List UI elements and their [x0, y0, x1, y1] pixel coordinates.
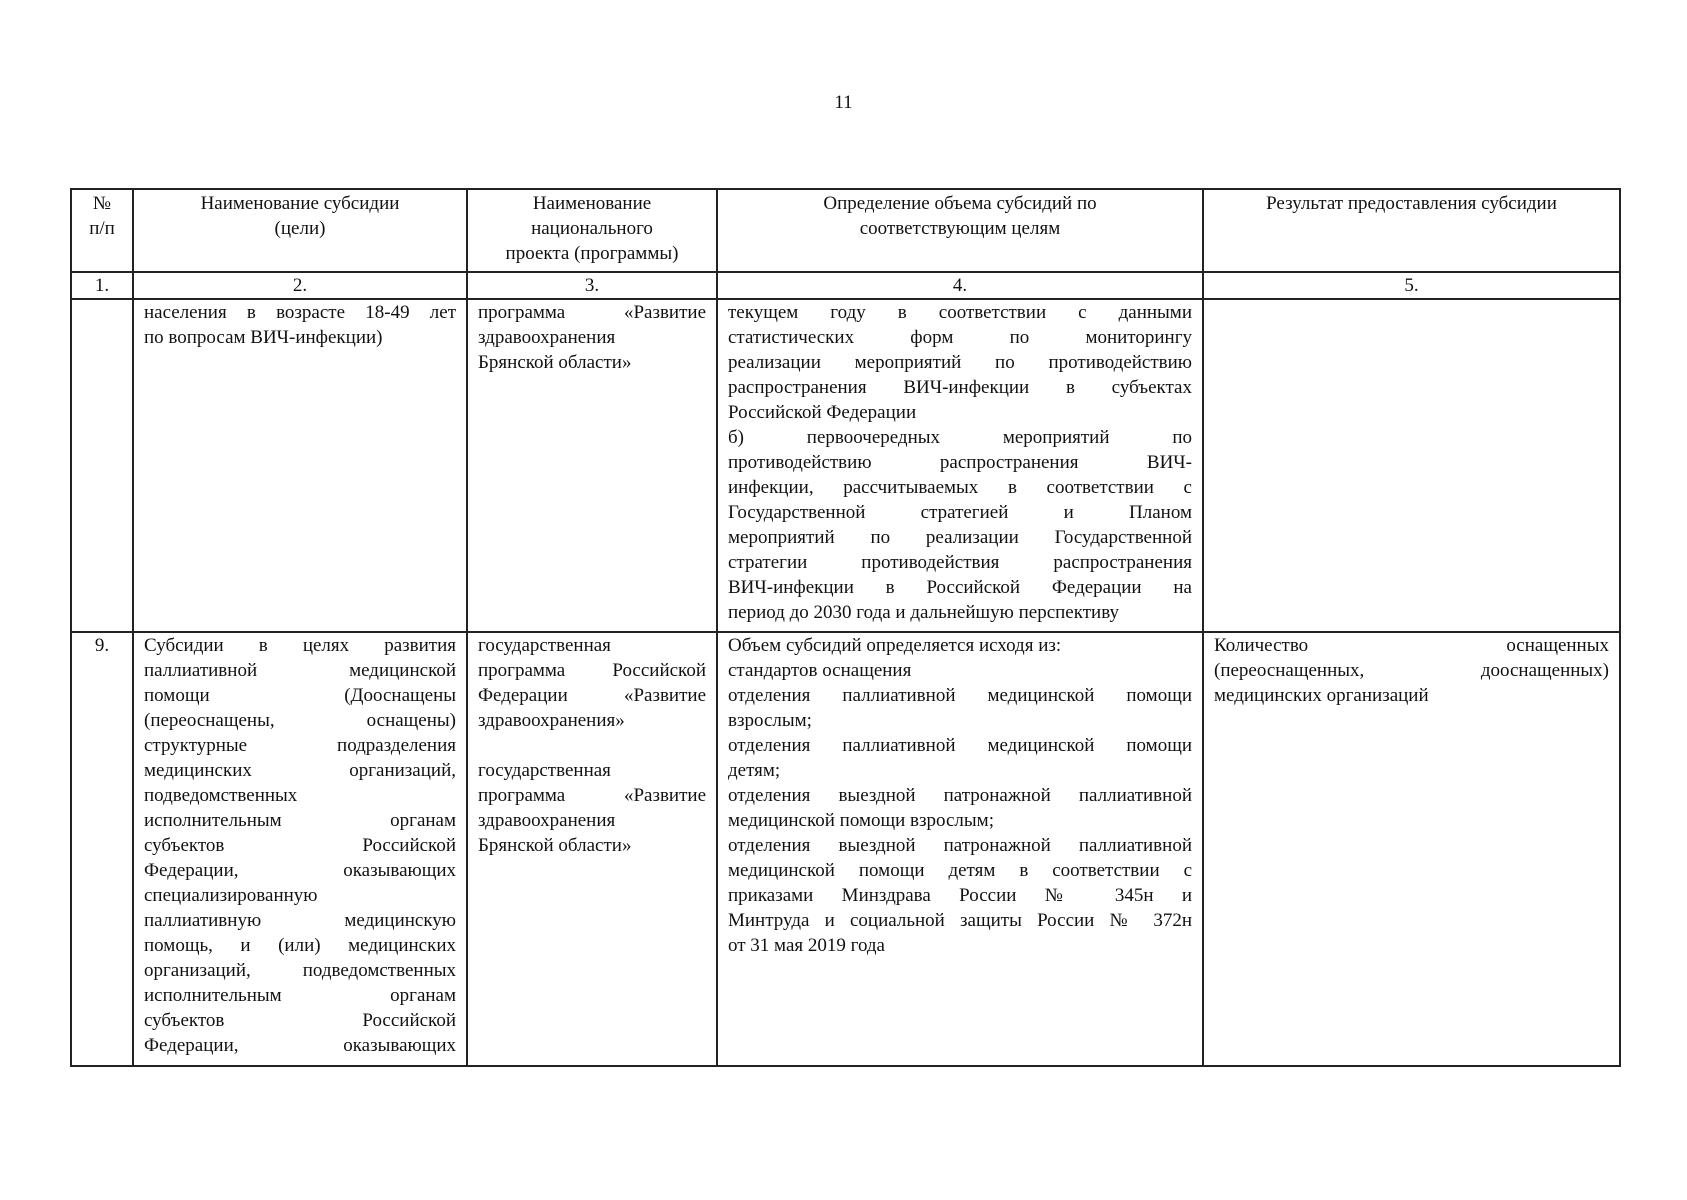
subsidy-name-cell [133, 632, 467, 1066]
column-number: 3. [467, 272, 717, 299]
subsidy-name-cell [133, 299, 467, 632]
cell-line: мероприятий по реализации Государственной [728, 527, 1192, 548]
cell-line: от 31 мая 2019 года [728, 935, 885, 956]
cell-line: паллиативную медицинскую [144, 910, 456, 931]
cell-line: приказами Минздрава России № 345н и [728, 885, 1192, 906]
cell-line: медицинских организаций [1214, 685, 1429, 706]
column-number: 5. [1203, 272, 1620, 299]
cell-line: помощь, и (или) медицинских [144, 935, 456, 956]
cell-line: отделения паллиативной медицинской помощи [728, 735, 1192, 756]
cell-line: период до 2030 года и дальнейшую перспективу [728, 602, 1120, 623]
column-number: 2. [133, 272, 467, 299]
cell-line: Объем субсидий определяется исходя из: [728, 635, 1062, 656]
result-cell [1203, 632, 1620, 1066]
cell-line: взрослым; [728, 710, 812, 731]
cell-line: государственная [478, 635, 611, 656]
cell-line: программа «Развитие [478, 785, 706, 806]
cell-line: отделения выездной патронажной паллиативной [728, 835, 1192, 856]
cell-line: Федерации «Развитие [478, 685, 706, 706]
cell-line: (переоснащенных, дооснащенных) [1214, 660, 1609, 681]
cell-line: инфекции, рассчитываемых в соответствии с [728, 477, 1192, 498]
header-result [1203, 189, 1620, 272]
cell-line: исполнительным органам [144, 985, 456, 1006]
cell-line: субъектов Российской [144, 835, 456, 856]
cell-line: Брянской области» [478, 835, 632, 856]
cell-line: здравоохранения [478, 810, 616, 831]
column-number: 4. [717, 272, 1203, 299]
header-text: соответствующим целям [859, 218, 1061, 239]
cell-line: подведомственных [144, 785, 298, 806]
row-number [71, 299, 133, 632]
column-number: 1. [71, 272, 133, 299]
cell-line: паллиативной медицинской [144, 660, 456, 681]
cell-line: ВИЧ-инфекции в Российской Федерации на [728, 577, 1192, 598]
page-number: 11 [834, 92, 853, 113]
cell-line: реализации мероприятий по противодействию [728, 352, 1192, 373]
cell-line: статистических форм по мониторингу [728, 327, 1192, 348]
cell-gap [478, 733, 706, 758]
cell-line: детям; [728, 760, 781, 781]
cell-line: по вопросам ВИЧ-инфекции) [144, 327, 383, 348]
volume-definition-cell [717, 632, 1203, 1066]
cell-line: исполнительным органам [144, 810, 456, 831]
header-number [71, 189, 133, 272]
cell-line: Федерации, оказывающих [144, 1035, 456, 1056]
header-project-name [467, 189, 717, 272]
header-text: национального [531, 218, 653, 239]
project-cell [467, 632, 717, 1066]
header-volume-definition [717, 189, 1203, 272]
cell-line: государственная [478, 760, 611, 781]
cell-line: Количество оснащенных [1214, 635, 1609, 656]
cell-line: специализированную [144, 885, 318, 906]
header-text: п/п [89, 218, 115, 239]
cell-line: (переоснащены, оснащены) [144, 710, 456, 731]
header-subsidy-name [133, 189, 467, 272]
cell-line: отделения паллиативной медицинской помощи [728, 685, 1192, 706]
cell-line: Российской Федерации [728, 402, 917, 423]
cell-line: программа «Развитие [478, 302, 706, 323]
header-text: Наименование субсидии [200, 193, 400, 214]
cell-line: Субсидии в целях развития [144, 635, 456, 656]
project-cell [467, 299, 717, 632]
cell-line: отделения выездной патронажной паллиативной [728, 785, 1192, 806]
row-number: 9. [71, 632, 133, 1066]
cell-line: организаций, подведомственных [144, 960, 456, 981]
volume-definition-cell [717, 299, 1203, 632]
cell-line: стандартов оснащения [728, 660, 912, 681]
table-row [71, 299, 1620, 632]
cell-line: стратегии противодействия распространения [728, 552, 1192, 573]
cell-line: Государственной стратегией и Планом [728, 502, 1192, 523]
header-text: Результат предоставления субсидии [1266, 193, 1557, 214]
header-text: (цели) [274, 218, 326, 239]
cell-line: Брянской области» [478, 352, 632, 373]
cell-line: распространения ВИЧ-инфекции в субъектах [728, 377, 1192, 398]
header-text: Определение объема субсидий по [823, 193, 1097, 214]
result-cell [1203, 299, 1620, 632]
header-text: проекта (программы) [505, 243, 679, 264]
cell-line: Минтруда и социальной защиты России № 372н [728, 910, 1192, 931]
header-text: Наименование [532, 193, 652, 214]
subsidy-table [70, 188, 1621, 1067]
cell-line: субъектов Российской [144, 1010, 456, 1031]
table-header-row [71, 189, 1620, 272]
header-text: № [92, 193, 112, 214]
cell-line: противодействию распространения ВИЧ- [728, 452, 1192, 473]
cell-line: структурные подразделения [144, 735, 456, 756]
cell-line: населения в возрасте 18-49 лет [144, 302, 456, 323]
cell-line: медицинской помощи взрослым; [728, 810, 994, 831]
cell-line: Федерации, оказывающих [144, 860, 456, 881]
cell-line: программа Российской [478, 660, 706, 681]
cell-line: помощи (Дооснащены [144, 685, 456, 706]
cell-line: текущем году в соответствии с данными [728, 302, 1192, 323]
cell-line: медицинской помощи детям в соответствии с [728, 860, 1192, 881]
cell-line: здравоохранения» [478, 710, 625, 731]
column-number-row [71, 272, 1620, 299]
cell-line: здравоохранения [478, 327, 616, 348]
cell-line: б) первоочередных мероприятий по [728, 427, 1192, 448]
table-row [71, 632, 1620, 1066]
cell-line: медицинских организаций, [144, 760, 456, 781]
